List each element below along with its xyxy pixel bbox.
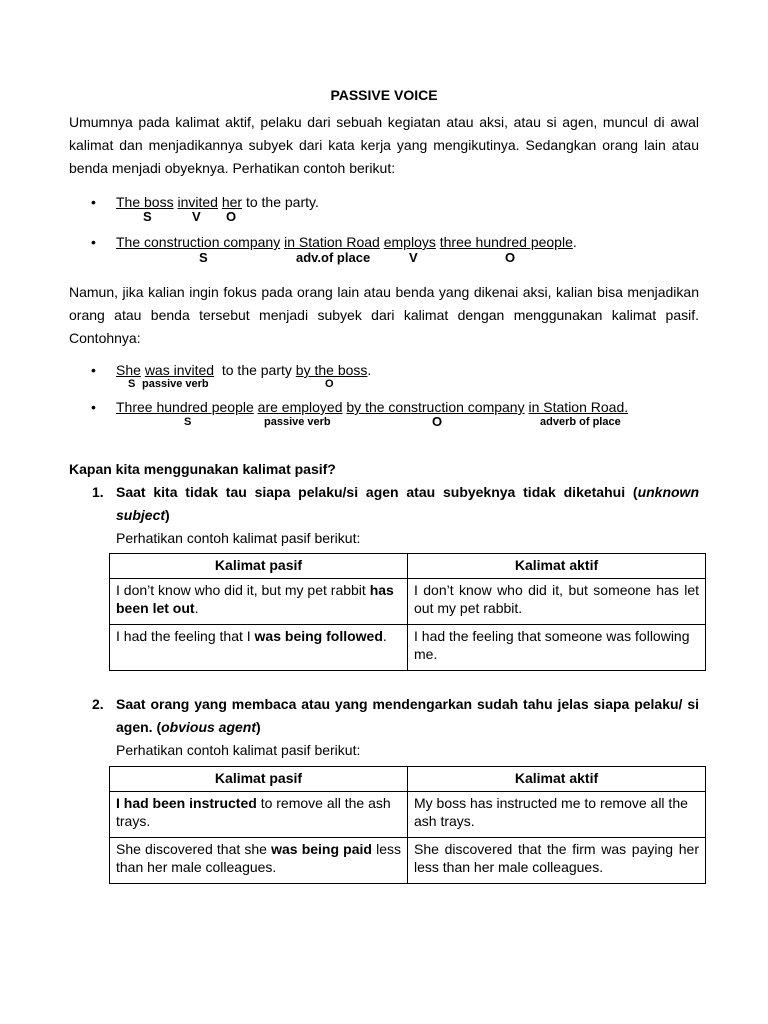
page-title: PASSIVE VOICE <box>330 87 438 103</box>
point-number: 1. <box>92 484 104 500</box>
example-table-1 <box>109 553 706 671</box>
cell-text: I had the feeling that I <box>116 628 255 644</box>
point-close: ) <box>165 507 170 523</box>
intro-paragraph: Umumnya pada kalimat aktif, pelaku dari sebuah kegiatan atau aksi, atau si agen, muncul di awal kalimat dan menjadikannya subyek dari kata kerja yang mengikutinya. Sedangkan orang lain atau benda menjadi obyeknya. Perhatikan contoh berikut: <box>69 114 699 176</box>
instruction-text: Perhatikan contoh kalimat pasif berikut: <box>116 530 361 546</box>
example-table-2 <box>109 766 706 884</box>
ex-end: . <box>572 234 577 250</box>
table-header-row <box>110 767 706 792</box>
ex-verb: invited <box>177 194 218 210</box>
column-header: Kalimat pasif <box>110 767 408 792</box>
point-close: ) <box>256 719 261 735</box>
table-header-row <box>110 554 706 579</box>
bullet-icon: • <box>91 362 96 378</box>
passive-example-2 <box>116 399 628 415</box>
bullet-icon: • <box>91 194 96 210</box>
cell-bold-text: was being paid <box>271 841 372 857</box>
point-text-main: Saat orang yang membaca atau yang mendengarkan sudah tahu jelas siapa pelaku/ si agen. ( <box>116 696 699 735</box>
middle-paragraph: Namun, jika kalian ingin fokus pada orang lain atau benda yang dikenai aksi, kalian bisa menjadikan orang atau benda tersebut menjadi subyek dari kalimat dengan menggunakan kalimat pasif. Contohnya: <box>69 284 699 346</box>
ex-subject: Three hundred people <box>116 399 254 415</box>
table-cell-passive <box>110 625 408 671</box>
ex-place: in Station Road. <box>528 399 629 415</box>
column-header: Kalimat aktif <box>408 767 706 792</box>
ex-subject: The construction company <box>116 234 281 250</box>
label-o: O <box>432 414 443 429</box>
cell-text: less than her male colleagues. <box>116 841 401 875</box>
table-row <box>110 792 706 838</box>
point-number: 2. <box>92 696 104 712</box>
label-s: S <box>143 209 152 224</box>
point-text-main: Saat kita tidak tau siapa pelaku/si agen atau subyeknya tidak diketahui ( <box>116 484 638 500</box>
label-v: V <box>192 209 201 224</box>
ex-verb: are employed <box>257 399 343 415</box>
table-cell-passive <box>110 792 408 838</box>
table-row <box>110 838 706 884</box>
bullet-icon: • <box>91 399 96 415</box>
label-s: S <box>184 416 192 428</box>
section-heading: Kapan kita menggunakan kalimat pasif? <box>69 461 336 477</box>
active-example-2 <box>116 234 577 250</box>
label-s: S <box>128 378 136 390</box>
ex-subject: The boss <box>116 194 174 210</box>
label-o: O <box>226 209 237 224</box>
table-cell-active: My boss has instructed me to remove all the ash trays. <box>408 792 706 838</box>
label-place: adverb of place <box>540 416 621 428</box>
label-place: adv.of place <box>296 250 371 265</box>
cell-bold-text: has been let out <box>116 582 394 616</box>
cell-bold-text: I had been instructed <box>116 795 257 811</box>
column-header: Kalimat pasif <box>110 554 408 579</box>
column-header: Kalimat aktif <box>408 554 706 579</box>
ex-object: by the boss <box>295 362 368 378</box>
label-o: O <box>505 250 516 265</box>
table-cell-passive <box>110 579 408 625</box>
cell-text: . <box>382 628 387 644</box>
point-text <box>116 693 699 739</box>
table-row <box>110 579 706 625</box>
ex-end: . <box>367 362 372 378</box>
ex-mid: to the party <box>214 362 296 378</box>
ex-object: her <box>221 194 243 210</box>
point-italic: obvious agent <box>161 719 257 735</box>
label-passive-verb: passive verb <box>142 378 209 390</box>
table-cell-active: I don’t know who did it, but someone has let out my pet rabbit. <box>408 579 706 625</box>
ex-place: in Station Road <box>284 234 380 250</box>
cell-text: She discovered that she <box>116 841 272 857</box>
ex-object: three hundred people <box>439 234 573 250</box>
passive-example-1 <box>116 362 371 378</box>
bullet-icon: • <box>91 234 96 250</box>
ex-rest: to the party. <box>242 194 319 210</box>
label-o: O <box>325 378 334 390</box>
cell-bold-text: was being followed <box>254 628 383 644</box>
cell-text: I don’t know who did it, but my pet rabbit <box>116 582 370 598</box>
cell-text: . <box>194 600 199 616</box>
point-text <box>116 481 699 527</box>
instruction-text: Perhatikan contoh kalimat pasif berikut: <box>116 742 361 758</box>
table-cell-active: She discovered that the firm was paying her less than her male colleagues. <box>408 838 706 884</box>
point-italic: unknown subject <box>116 484 699 523</box>
table-cell-passive <box>110 838 408 884</box>
active-example-1 <box>116 194 319 210</box>
table-row <box>110 625 706 671</box>
label-s: S <box>199 250 208 265</box>
ex-object: by the construction company <box>346 399 525 415</box>
label-passive-verb: passive verb <box>264 416 331 428</box>
label-v: V <box>409 250 418 265</box>
table-cell-active: I had the feeling that someone was following me. <box>408 625 706 671</box>
ex-verb: employs <box>383 234 436 250</box>
ex-verb: was invited <box>144 362 215 378</box>
ex-subject: She <box>116 362 141 378</box>
cell-text: to remove all the ash trays. <box>116 795 391 829</box>
